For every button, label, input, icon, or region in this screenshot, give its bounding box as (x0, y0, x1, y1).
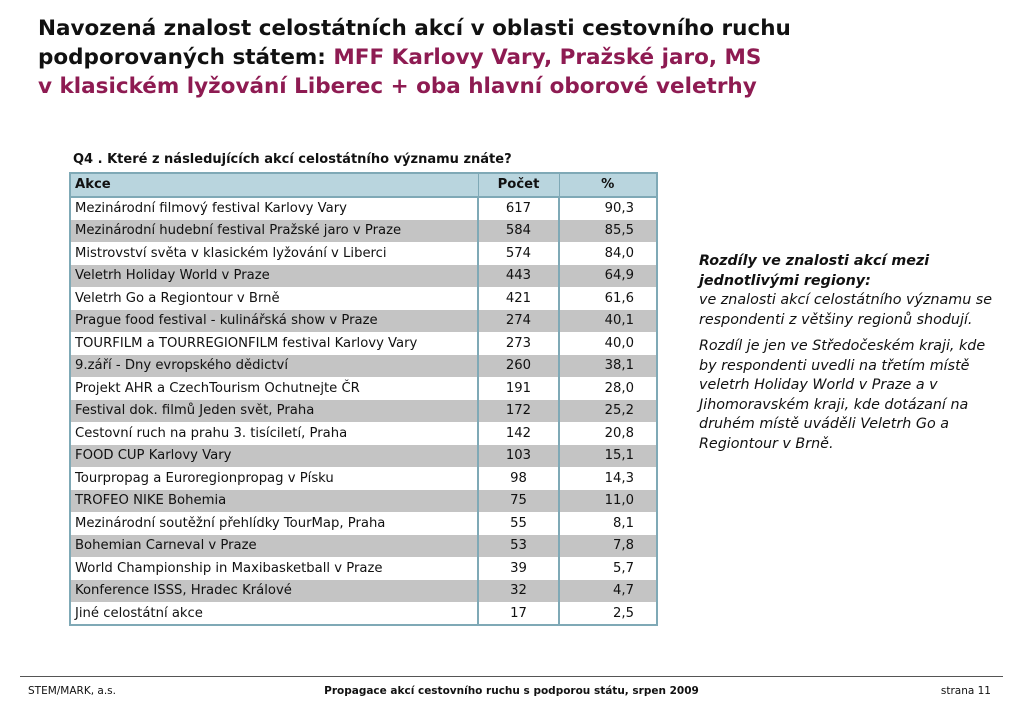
cell-akce: Mezinárodní hudební festival Pražské jaro v Praze (70, 220, 478, 243)
cell-akce: Bohemian Carneval v Praze (70, 535, 478, 558)
table-row (70, 490, 657, 513)
cell-akce: Festival dok. filmů Jeden svět, Praha (70, 400, 478, 423)
cell-pocet: 443 (478, 265, 559, 288)
table-row (70, 445, 657, 468)
cell-akce: 9.září - Dny evropského dědictví (70, 355, 478, 378)
cell-percent: 5,7 (559, 557, 657, 580)
cell-percent: 28,0 (559, 377, 657, 400)
cell-percent: 15,1 (559, 445, 657, 468)
cell-percent: 2,5 (559, 602, 657, 625)
cell-percent: 7,8 (559, 535, 657, 558)
slide-title (38, 14, 791, 101)
table-row (70, 400, 657, 423)
notes-paragraph-1: ve znalosti akcí celostátního významu se respondenti z většiny regionů shodují. (699, 292, 993, 328)
cell-percent: 61,6 (559, 287, 657, 310)
cell-percent: 11,0 (559, 490, 657, 513)
footer-divider (20, 676, 1003, 677)
cell-percent: 8,1 (559, 512, 657, 535)
cell-pocet: 260 (478, 355, 559, 378)
results-table (69, 172, 658, 626)
cell-pocet: 172 (478, 400, 559, 423)
title-prefix: podporovaných státem: (38, 45, 334, 70)
title-highlight: MFF Karlovy Vary, Pražské jaro, MS (333, 45, 762, 70)
header-percent: % (559, 173, 657, 197)
cell-percent: 40,1 (559, 310, 657, 333)
table-row (70, 287, 657, 310)
cell-akce: Mezinárodní filmový festival Karlovy Vary (70, 197, 478, 220)
cell-akce: World Championship in Maxibasketball v Praze (70, 557, 478, 580)
header-pocet: Počet (478, 173, 559, 197)
footer-title: Propagace akcí cestovního ruchu s podporou státu, srpen 2009 (324, 685, 699, 697)
cell-akce: Veletrh Go a Regiontour v Brně (70, 287, 478, 310)
table-row (70, 467, 657, 490)
notes-heading: Rozdíly ve znalosti akcí mezi jednotlivými regiony: (699, 253, 930, 289)
cell-pocet: 273 (478, 332, 559, 355)
cell-percent: 38,1 (559, 355, 657, 378)
table-header (70, 173, 657, 197)
cell-percent: 25,2 (559, 400, 657, 423)
table-row (70, 265, 657, 288)
cell-akce: FOOD CUP Karlovy Vary (70, 445, 478, 468)
cell-percent: 20,8 (559, 422, 657, 445)
cell-pocet: 32 (478, 580, 559, 603)
table-row (70, 512, 657, 535)
question-label: Q4 . Které z následujících akcí celostátního významu znáte? (73, 152, 512, 167)
cell-pocet: 17 (478, 602, 559, 625)
cell-akce: Tourpropag a Euroregionpropag v Písku (70, 467, 478, 490)
table-row (70, 557, 657, 580)
cell-pocet: 142 (478, 422, 559, 445)
cell-pocet: 617 (478, 197, 559, 220)
cell-percent: 84,0 (559, 242, 657, 265)
table-row (70, 580, 657, 603)
cell-percent: 64,9 (559, 265, 657, 288)
table-row (70, 355, 657, 378)
cell-percent: 40,0 (559, 332, 657, 355)
notes-paragraph-2: Rozdíl je jen ve Středočeském kraji, kde by respondenti uvedli na třetím místě veletrh Holiday World v Praze a v Jihomoravském kraji, kde dotázaní na druhém místě uváděli Veletrh Go a Regiontour v Brně. (699, 338, 986, 452)
title-line-1: Navozená znalost celostátních akcí v oblasti cestovního ruchu (38, 16, 791, 41)
footer-company: STEM/MARK, a.s. (28, 685, 116, 697)
cell-percent: 4,7 (559, 580, 657, 603)
notes-panel (699, 252, 999, 461)
table-row (70, 422, 657, 445)
cell-pocet: 574 (478, 242, 559, 265)
title-line-3: v klasickém lyžování Liberec + oba hlavní oborové veletrhy (38, 74, 757, 99)
cell-pocet: 421 (478, 287, 559, 310)
cell-pocet: 39 (478, 557, 559, 580)
table-row (70, 535, 657, 558)
cell-akce: TOURFILM a TOURREGIONFILM festival Karlovy Vary (70, 332, 478, 355)
cell-akce: Projekt AHR a CzechTourism Ochutnejte ČR (70, 377, 478, 400)
table-row (70, 332, 657, 355)
cell-akce: TROFEO NIKE Bohemia (70, 490, 478, 513)
cell-akce: Cestovní ruch na prahu 3. tisíciletí, Praha (70, 422, 478, 445)
cell-percent: 85,5 (559, 220, 657, 243)
table-row (70, 377, 657, 400)
cell-pocet: 75 (478, 490, 559, 513)
cell-akce: Jiné celostátní akce (70, 602, 478, 625)
footer-page: strana 11 (940, 685, 991, 697)
cell-pocet: 191 (478, 377, 559, 400)
cell-akce: Mistrovství světa v klasickém lyžování v Liberci (70, 242, 478, 265)
cell-pocet: 98 (478, 467, 559, 490)
table-row (70, 197, 657, 220)
cell-akce: Mezinárodní soutěžní přehlídky TourMap, Praha (70, 512, 478, 535)
table-row (70, 242, 657, 265)
cell-percent: 90,3 (559, 197, 657, 220)
cell-akce: Veletrh Holiday World v Praze (70, 265, 478, 288)
cell-pocet: 55 (478, 512, 559, 535)
table-row (70, 602, 657, 625)
cell-akce: Konference ISSS, Hradec Králové (70, 580, 478, 603)
cell-pocet: 584 (478, 220, 559, 243)
cell-akce: Prague food festival - kulinářská show v Praze (70, 310, 478, 333)
table-row (70, 220, 657, 243)
table-row (70, 310, 657, 333)
cell-pocet: 274 (478, 310, 559, 333)
cell-pocet: 103 (478, 445, 559, 468)
cell-percent: 14,3 (559, 467, 657, 490)
title-line-2 (38, 43, 791, 72)
cell-pocet: 53 (478, 535, 559, 558)
header-akce: Akce (70, 173, 478, 197)
